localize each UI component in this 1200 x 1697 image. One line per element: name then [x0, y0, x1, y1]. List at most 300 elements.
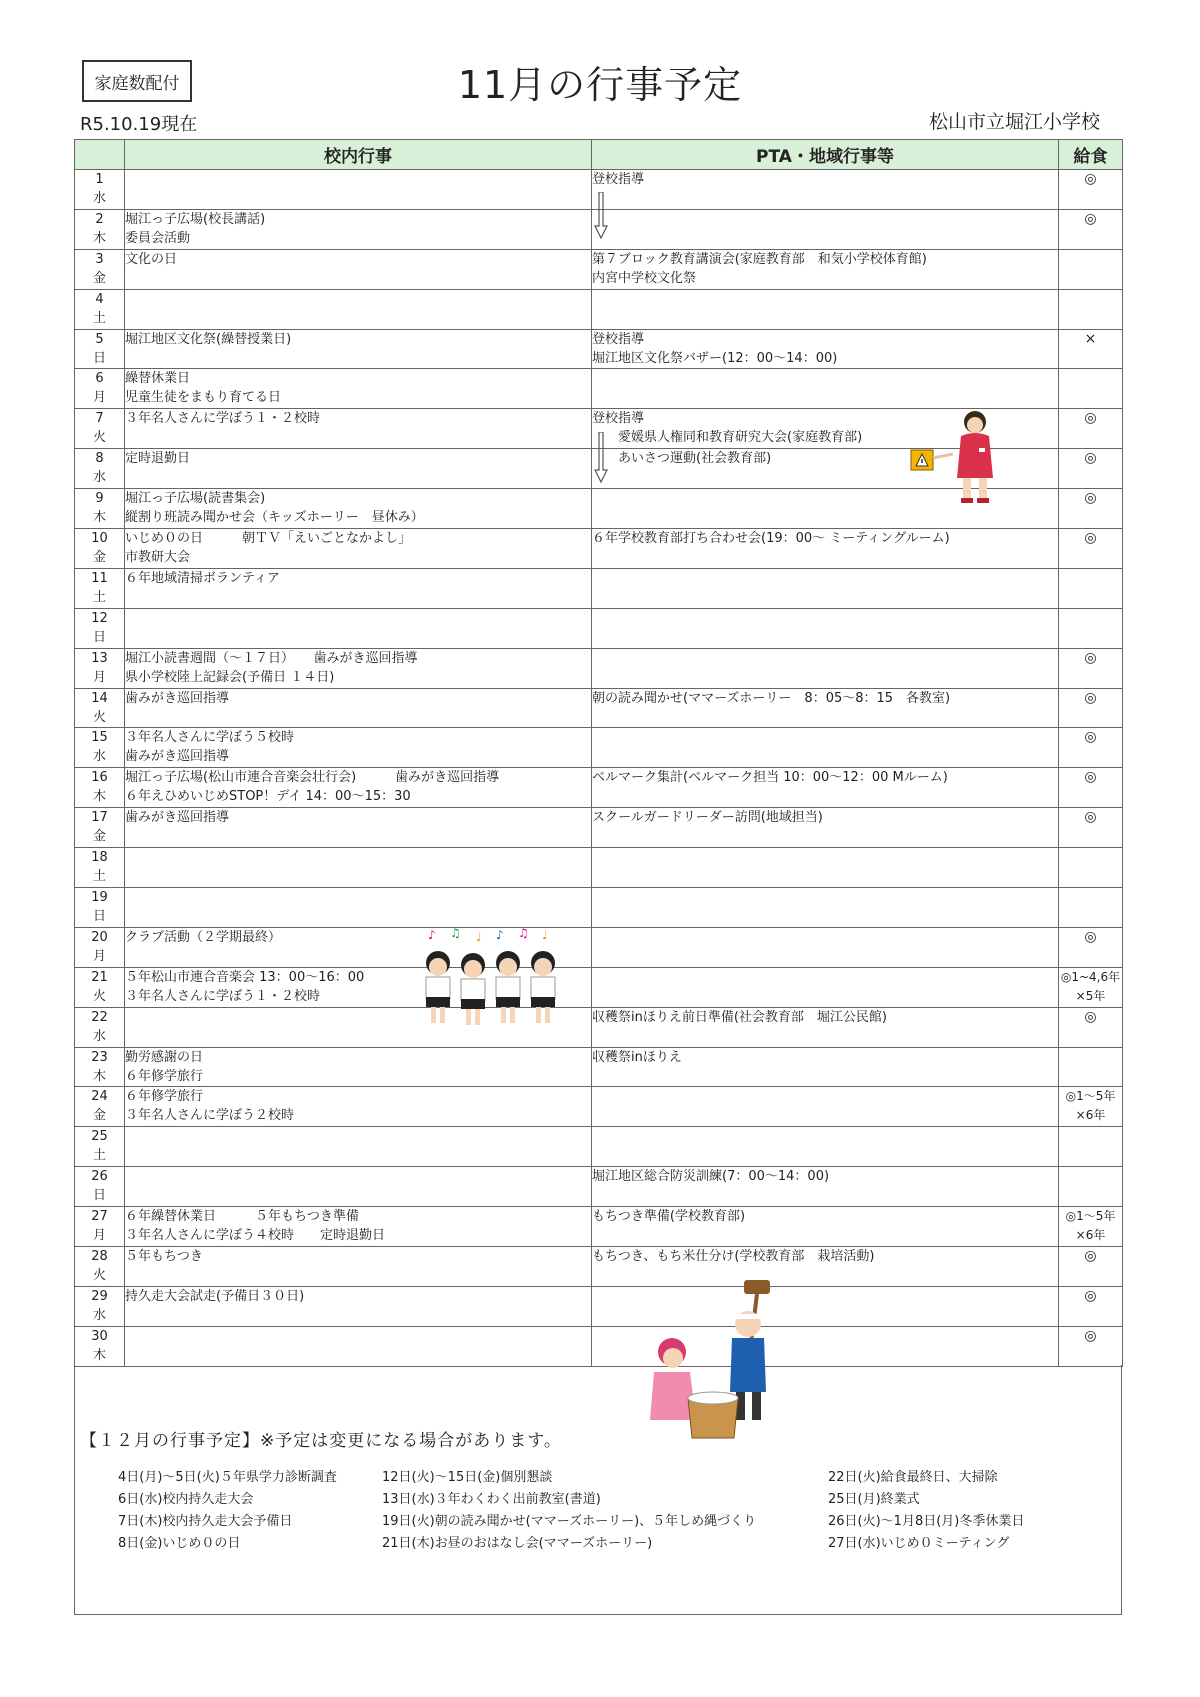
pta-event-cell	[592, 728, 1059, 768]
date-cell	[75, 289, 125, 329]
table-row	[75, 888, 1123, 928]
lunch-mark: ×6年	[1075, 1228, 1106, 1243]
day-number: 15	[91, 730, 108, 746]
day-of-week: 金	[92, 270, 106, 286]
school-event: 市教研大会	[125, 550, 191, 566]
school-event: 繰替休業日	[125, 371, 191, 387]
day-number: 5	[95, 331, 104, 347]
table-row	[75, 289, 1123, 329]
day-of-week: 木	[92, 510, 106, 526]
december-col-3	[828, 1467, 1024, 1555]
lunch-cell	[1059, 369, 1123, 409]
school-event: ５年松山市連合音楽会 13：00〜16：00	[125, 969, 365, 985]
pta-event: 登校指導	[592, 172, 645, 187]
lunch-cell	[1059, 1047, 1123, 1087]
pta-event-cell	[592, 568, 1059, 608]
lunch-mark: ◎1〜5年	[1065, 1209, 1116, 1224]
schedule-table	[74, 139, 1123, 1367]
date-cell	[75, 848, 125, 888]
day-number: 9	[95, 491, 104, 507]
school-event: ６年地域清掃ボランティア	[125, 570, 280, 586]
list-item: 8日(金)いじめ０の日	[118, 1536, 241, 1551]
school-event: 堀江っ子広場(松山市連合音楽会壮行会) 歯みがき巡回指導	[125, 770, 500, 786]
date-cell	[75, 1127, 125, 1167]
lunch-mark: ◎	[1084, 1287, 1097, 1304]
lunch-mark: ◎	[1084, 171, 1097, 187]
school-event-cell	[125, 329, 592, 369]
pta-event: スクールガードリーダー訪問(地域担当)	[592, 810, 823, 826]
header-school-events: 校内行事	[125, 140, 592, 170]
day-number: 28	[91, 1249, 108, 1265]
day-number: 24	[91, 1089, 108, 1105]
pta-event-cell	[592, 529, 1059, 569]
school-event-cell	[125, 529, 592, 569]
lunch-mark: ◎	[1084, 450, 1097, 467]
table-row	[75, 608, 1123, 648]
table-row	[75, 768, 1123, 808]
lunch-cell	[1059, 1007, 1123, 1047]
pta-event: 登校指導	[592, 331, 645, 347]
lunch-cell	[1059, 170, 1123, 210]
day-of-week: 木	[92, 789, 106, 805]
pta-event-cell	[592, 289, 1059, 329]
lunch-cell	[1059, 808, 1123, 848]
lunch-mark: ◎	[1084, 809, 1097, 826]
day-of-week: 火	[92, 988, 106, 1004]
day-number: 11	[91, 570, 108, 586]
date-cell	[75, 1047, 125, 1087]
pta-event-cell	[592, 329, 1059, 369]
pta-event-cell	[592, 1047, 1059, 1087]
table-row	[75, 927, 1123, 967]
svg-text:♪: ♪	[428, 928, 436, 942]
singing-children-illustration	[418, 925, 568, 1033]
school-event: ６年修学旅行	[125, 1089, 204, 1105]
date-cell	[75, 1286, 125, 1326]
lunch-cell	[1059, 1326, 1123, 1366]
pta-event-cell	[592, 170, 1059, 210]
school-event-cell	[125, 409, 592, 449]
list-item: 4日(月)〜5日(火)５年県学力診断調査	[118, 1470, 337, 1485]
day-of-week: 日	[92, 909, 106, 925]
school-event: 歯みがき巡回指導	[125, 749, 230, 765]
lunch-mark: ◎	[1084, 490, 1097, 507]
day-of-week: 土	[92, 869, 106, 885]
day-number: 30	[91, 1328, 108, 1344]
lunch-cell	[1059, 1207, 1123, 1247]
lunch-cell	[1059, 768, 1123, 808]
day-of-week: 金	[92, 829, 106, 845]
svg-text:♩: ♩	[476, 930, 482, 944]
day-number: 17	[91, 810, 108, 826]
table-row	[75, 648, 1123, 688]
school-event: 定時退勤日	[125, 451, 191, 467]
school-event-cell	[125, 568, 592, 608]
day-number: 8	[95, 451, 104, 467]
school-event-cell	[125, 1047, 592, 1087]
date-cell	[75, 728, 125, 768]
lunch-cell	[1059, 249, 1123, 289]
school-event-cell	[125, 728, 592, 768]
date-cell	[75, 209, 125, 249]
day-of-week: 金	[92, 1108, 106, 1124]
date-cell	[75, 808, 125, 848]
school-event: ３年名人さんに学ぼう４校時 定時退勤日	[125, 1228, 386, 1244]
pta-event: もちつき、もち米仕分け(学校教育部 栽培活動)	[592, 1249, 875, 1265]
header-lunch: 給食	[1059, 140, 1123, 170]
lunch-cell	[1059, 1247, 1123, 1287]
table-row	[75, 688, 1123, 728]
school-event-cell	[125, 489, 592, 529]
pta-event: 愛媛県人権同和教育研究大会(家庭教育部)	[592, 430, 863, 446]
date-cell	[75, 648, 125, 688]
school-event-cell	[125, 1087, 592, 1127]
svg-text:♪: ♪	[496, 928, 504, 942]
lunch-mark: ◎	[1084, 1008, 1097, 1025]
day-number: 19	[91, 890, 108, 906]
table-row	[75, 329, 1123, 369]
list-item: 27日(水)いじめ０ミーティング	[828, 1536, 1010, 1551]
school-event: 歯みがき巡回指導	[125, 690, 230, 706]
lunch-cell	[1059, 489, 1123, 529]
date-cell	[75, 409, 125, 449]
school-event: 堀江っ子広場(校長講話)	[125, 211, 266, 227]
school-event-cell	[125, 170, 592, 210]
school-event-cell	[125, 449, 592, 489]
day-of-week: 日	[92, 350, 106, 366]
lunch-cell	[1059, 529, 1123, 569]
table-row	[75, 369, 1123, 409]
day-of-week: 水	[92, 470, 106, 486]
down-arrow-icon	[594, 192, 608, 240]
lunch-cell	[1059, 688, 1123, 728]
pta-event-cell	[592, 1167, 1059, 1207]
pta-event-cell	[592, 927, 1059, 967]
pta-event: あいさつ運動(社会教育部)	[592, 451, 772, 467]
lunch-mark: ◎1〜5年	[1065, 1089, 1116, 1104]
date-cell	[75, 1167, 125, 1207]
pta-event: 内宮中学校文化祭	[592, 270, 697, 286]
date-cell	[75, 1326, 125, 1366]
day-number: 25	[91, 1129, 108, 1145]
lunch-cell	[1059, 409, 1123, 449]
school-event-cell	[125, 608, 592, 648]
day-number: 3	[95, 251, 104, 267]
school-event-cell	[125, 1207, 592, 1247]
date-cell	[75, 489, 125, 529]
school-event: 委員会活動	[125, 230, 191, 246]
date-cell	[75, 1087, 125, 1127]
table-row	[75, 1326, 1123, 1366]
day-number: 6	[95, 371, 104, 387]
day-of-week: 月	[92, 390, 106, 406]
day-number: 21	[91, 969, 108, 985]
lunch-cell	[1059, 848, 1123, 888]
pta-event: 朝の読み聞かせ(ママーズホーリー 8：05〜8：15 各教室)	[592, 690, 951, 706]
december-col-2	[382, 1467, 756, 1555]
table-row	[75, 967, 1123, 1007]
school-event-cell	[125, 369, 592, 409]
lunch-cell	[1059, 329, 1123, 369]
crossing-guard-illustration	[905, 408, 1005, 508]
pta-event-cell	[592, 1087, 1059, 1127]
pta-event-cell	[592, 249, 1059, 289]
table-row	[75, 1247, 1123, 1287]
day-number: 16	[91, 770, 108, 786]
date-cell	[75, 568, 125, 608]
date-cell	[75, 529, 125, 569]
pta-event-cell	[592, 888, 1059, 928]
day-of-week: 木	[92, 230, 106, 246]
lunch-cell	[1059, 1087, 1123, 1127]
table-row	[75, 728, 1123, 768]
day-of-week: 土	[92, 310, 106, 326]
day-of-week: 水	[92, 749, 106, 765]
day-of-week: 月	[92, 1228, 106, 1244]
pta-event: もちつき準備(学校教育部)	[592, 1209, 746, 1225]
lunch-cell	[1059, 888, 1123, 928]
day-of-week: 土	[92, 589, 106, 605]
school-event: ３年名人さんに学ぼう５校時	[125, 730, 295, 746]
pta-event: 第７ブロック教育講演会(家庭教育部 和気小学校体育館)	[592, 251, 927, 267]
svg-text:♩: ♩	[542, 928, 548, 942]
pta-event-cell	[592, 1127, 1059, 1167]
day-number: 27	[91, 1209, 108, 1225]
school-event-cell	[125, 768, 592, 808]
pta-event: 堀江地区文化祭バザー(12：00〜14：00)	[592, 350, 838, 366]
school-event-cell	[125, 888, 592, 928]
day-number: 29	[91, 1288, 108, 1304]
lunch-cell	[1059, 449, 1123, 489]
day-of-week: 月	[92, 948, 106, 964]
distribution-badge: 家庭数配付	[82, 60, 192, 102]
date-cell	[75, 369, 125, 409]
list-item: 22日(火)給食最終日、大掃除	[828, 1470, 998, 1485]
day-of-week: 日	[92, 629, 106, 645]
lunch-mark: ×5年	[1075, 988, 1106, 1003]
pta-event-cell	[592, 209, 1059, 249]
lunch-mark: ×6年	[1075, 1108, 1106, 1123]
pta-event: 収穫祭inほりえ前日準備(社会教育部 堀江公民館)	[592, 1009, 887, 1025]
day-number: 14	[91, 690, 108, 706]
school-event-cell	[125, 1167, 592, 1207]
day-of-week: 水	[92, 1028, 106, 1044]
svg-text:♫: ♫	[450, 926, 461, 940]
table-row	[75, 1167, 1123, 1207]
school-event-cell	[125, 848, 592, 888]
lunch-cell	[1059, 608, 1123, 648]
pta-event-cell	[592, 768, 1059, 808]
school-event: 堀江小読書週間（〜１７日） 歯みがき巡回指導	[125, 650, 418, 666]
day-number: 7	[95, 411, 104, 427]
lunch-cell	[1059, 967, 1123, 1007]
school-event: 歯みがき巡回指導	[125, 810, 230, 826]
as-of-date: R5.10.19現在	[80, 114, 198, 135]
school-event-cell	[125, 249, 592, 289]
lunch-cell	[1059, 1167, 1123, 1207]
table-header-row	[75, 140, 1123, 170]
school-event: 縦割り班読み聞かせ会（キッズホーリー 昼休み）	[125, 510, 424, 526]
day-of-week: 金	[92, 550, 106, 566]
pta-event-cell	[592, 608, 1059, 648]
school-event: 県小学校陸上記録会(予備日 １４日)	[125, 669, 335, 685]
header-pta-events: PTA・地域行事等	[592, 140, 1059, 170]
school-event: 児童生徒をまもり育てる日	[125, 390, 282, 406]
lunch-mark: ◎1~4,6年	[1060, 969, 1121, 984]
school-event-cell	[125, 688, 592, 728]
school-event: 堀江地区文化祭(繰替授業日)	[125, 331, 292, 347]
school-event: 持久走大会試走(予備日３０日)	[125, 1288, 305, 1304]
pta-event-cell	[592, 967, 1059, 1007]
school-event: クラブ活動（２学期最終）	[125, 929, 282, 945]
date-cell	[75, 608, 125, 648]
school-event: ３年名人さんに学ぼう１・２校時	[125, 411, 321, 427]
date-cell	[75, 1247, 125, 1287]
list-item: 26日(火)〜1月8日(月)冬季休業日	[828, 1514, 1025, 1529]
down-arrow-icon	[594, 432, 608, 484]
lunch-cell	[1059, 648, 1123, 688]
table-row	[75, 1286, 1123, 1326]
school-event-cell	[125, 648, 592, 688]
list-item: 21日(木)お昼のおはなし会(ママーズホーリー)	[382, 1536, 653, 1551]
date-cell	[75, 249, 125, 289]
day-of-week: 月	[92, 669, 106, 685]
school-event-cell	[125, 1127, 592, 1167]
table-row	[75, 1127, 1123, 1167]
pta-event: 堀江地区総合防災訓練(7：00〜14：00)	[592, 1169, 830, 1185]
table-row	[75, 568, 1123, 608]
pta-event-cell	[592, 808, 1059, 848]
list-item: 19日(火)朝の読み聞かせ(ママーズホーリー)、５年しめ縄づくり	[382, 1514, 757, 1529]
lunch-mark: ◎	[1084, 769, 1097, 786]
pta-event: ６年学校教育部打ち合わせ会(19：00〜 ミーティングルーム)	[592, 531, 950, 547]
pta-event-cell	[592, 848, 1059, 888]
december-title: 【１２月の行事予定】※予定は変更になる場合があります。	[80, 1431, 562, 1451]
table-row	[75, 1087, 1123, 1127]
school-event: ６年えひめいじめSTOP！デイ 14：00〜15：30	[125, 789, 411, 805]
pta-event-cell	[592, 1207, 1059, 1247]
lunch-cell	[1059, 728, 1123, 768]
school-event: ６年修学旅行	[125, 1068, 204, 1084]
school-event: 勤労感謝の日	[125, 1049, 204, 1065]
date-cell	[75, 449, 125, 489]
date-cell	[75, 888, 125, 928]
list-item: 7日(木)校内持久走大会予備日	[118, 1514, 293, 1529]
school-name: 松山市立堀江小学校	[928, 111, 1100, 133]
school-event-cell	[125, 289, 592, 329]
table-row	[75, 808, 1123, 848]
school-event-cell	[125, 1286, 592, 1326]
school-event-cell	[125, 209, 592, 249]
day-of-week: 火	[92, 709, 106, 725]
day-number: 10	[91, 531, 108, 547]
school-event: ３年名人さんに学ぼう２校時	[125, 1108, 295, 1124]
school-event-cell	[125, 1326, 592, 1366]
day-of-week: 木	[92, 1068, 106, 1084]
lunch-cell	[1059, 927, 1123, 967]
pta-event: 登校指導	[592, 411, 645, 427]
day-of-week: 火	[92, 430, 106, 446]
school-event: いじめ０の日 朝ＴＶ「えいごとなかよし」	[125, 531, 412, 547]
header-date	[75, 140, 125, 170]
lunch-cell	[1059, 209, 1123, 249]
school-event: ６年繰替休業日 ５年もちつき準備	[125, 1209, 359, 1225]
lunch-mark: ◎	[1084, 210, 1097, 227]
school-event: 堀江っ子広場(読書集会)	[125, 491, 266, 507]
lunch-mark: ◎	[1084, 1248, 1097, 1265]
list-item: 13日(水)３年わくわく出前教室(書道)	[382, 1492, 601, 1507]
day-number: 26	[91, 1169, 108, 1185]
table-row	[75, 1047, 1123, 1087]
school-event: 文化の日	[125, 251, 178, 267]
day-number: 1	[95, 172, 104, 187]
table-row	[75, 249, 1123, 289]
table-row	[75, 848, 1123, 888]
svg-text:♫: ♫	[518, 926, 529, 940]
school-event: ３年名人さんに学ぼう１・２校時	[125, 988, 321, 1004]
pta-event: 収穫祭inほりえ	[592, 1049, 682, 1065]
table-row	[75, 1207, 1123, 1247]
day-number: 2	[95, 211, 104, 227]
lunch-mark: ×	[1084, 330, 1097, 347]
school-event: ５年もちつき	[125, 1249, 203, 1265]
pta-event-cell	[592, 369, 1059, 409]
lunch-mark: ◎	[1084, 530, 1097, 547]
date-cell	[75, 329, 125, 369]
lunch-mark: ◎	[1084, 729, 1097, 746]
day-number: 18	[91, 850, 108, 866]
lunch-mark: ◎	[1084, 649, 1097, 666]
school-event-cell	[125, 808, 592, 848]
day-of-week: 木	[92, 1347, 106, 1363]
date-cell	[75, 768, 125, 808]
lunch-cell	[1059, 1286, 1123, 1326]
day-of-week: 水	[92, 1307, 106, 1323]
school-event-cell	[125, 1247, 592, 1287]
lunch-cell	[1059, 568, 1123, 608]
list-item: 12日(火)〜15日(金)個別懇談	[382, 1470, 553, 1485]
lunch-cell	[1059, 289, 1123, 329]
list-item: 6日(水)校内持久走大会	[118, 1492, 254, 1507]
pta-event: ベルマーク集計(ベルマーク担当 10：00〜12：00 Mルーム)	[592, 770, 948, 786]
day-number: 20	[91, 929, 108, 945]
page-title: 11月の行事予定	[457, 63, 743, 107]
lunch-mark: ◎	[1084, 410, 1097, 427]
date-cell	[75, 170, 125, 210]
pta-event-cell	[592, 648, 1059, 688]
day-of-week: 水	[92, 191, 106, 206]
date-cell	[75, 1007, 125, 1047]
day-number: 22	[91, 1009, 108, 1025]
day-of-week: 土	[92, 1148, 106, 1164]
pta-event-cell	[592, 688, 1059, 728]
pta-event-cell	[592, 1007, 1059, 1047]
december-col-1	[118, 1467, 337, 1555]
lunch-mark: ◎	[1084, 1327, 1097, 1344]
day-number: 13	[91, 650, 108, 666]
date-cell	[75, 1207, 125, 1247]
list-item: 25日(月)終業式	[828, 1492, 920, 1507]
lunch-mark: ◎	[1084, 689, 1097, 706]
day-number: 23	[91, 1049, 108, 1065]
lunch-cell	[1059, 1127, 1123, 1167]
table-row	[75, 1007, 1123, 1047]
date-cell	[75, 967, 125, 1007]
table-row	[75, 529, 1123, 569]
lunch-mark: ◎	[1084, 928, 1097, 945]
day-number: 12	[91, 610, 108, 626]
day-of-week: 火	[92, 1268, 106, 1284]
